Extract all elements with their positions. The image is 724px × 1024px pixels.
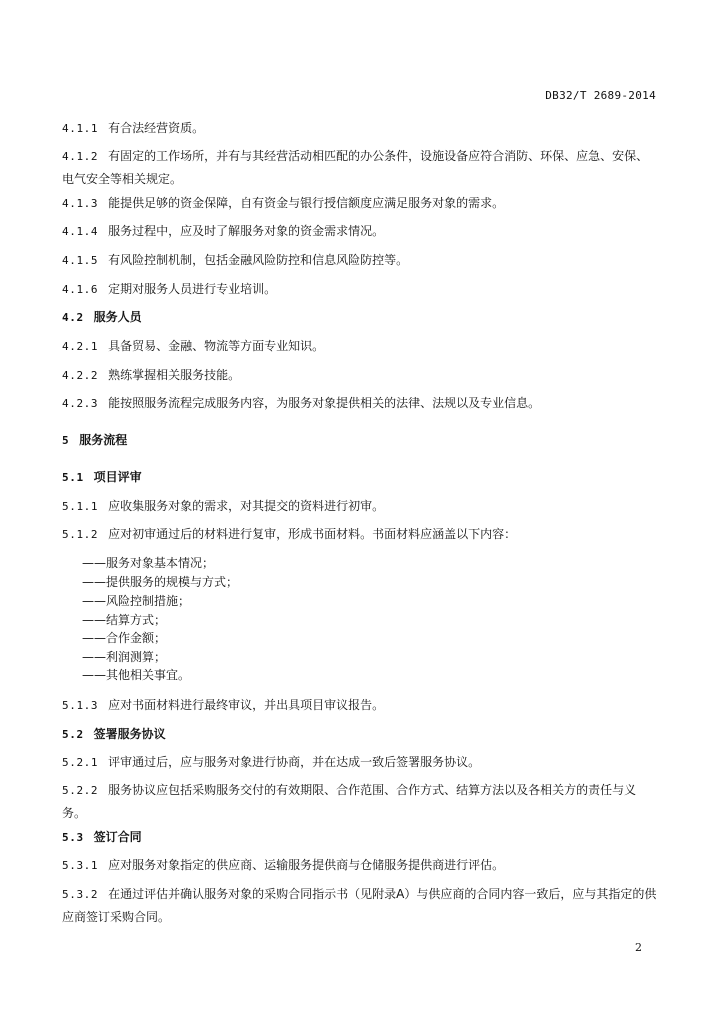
clause-number: 5.1.1	[62, 500, 99, 513]
list-item: ——利润测算；	[82, 650, 167, 664]
section-heading-5-2	[62, 723, 660, 746]
clause-number: 4.1.2	[62, 150, 99, 163]
list-item: ——其他相关事宜。	[82, 668, 191, 682]
clause-4-1-3	[62, 192, 660, 215]
clause-number: 5.2.1	[62, 756, 99, 769]
clause-text: 在通过评估并确认服务对象的采购合同指示书（见附录A）与供应商的合同内容一致后，应与其指定的供应商签订采购合同。	[62, 887, 657, 924]
clause-4-2-2	[62, 364, 660, 387]
list-item: ——提供服务的规模与方式；	[82, 575, 239, 589]
clause-number: 5.1.3	[62, 699, 99, 712]
clause-text: 服务过程中，应及时了解服务对象的资金需求情况。	[108, 224, 385, 238]
clause-text: 有风险控制机制，包括金融风险防控和信息风险防控等。	[108, 253, 409, 267]
clause-text: 应对初审通过后的材料进行复审，形成书面材料。书面材料应涵盖以下内容：	[108, 527, 517, 541]
clause-number: 4.2.1	[62, 340, 99, 353]
section-number: 5.2	[62, 728, 84, 741]
section-title: 签署服务协议	[93, 727, 166, 741]
clause-5-1-2	[62, 523, 660, 546]
section-heading-4-2	[62, 306, 660, 329]
clause-number: 4.1.6	[62, 283, 99, 296]
list-item: ——服务对象基本情况；	[82, 556, 215, 570]
clause-text: 能提供足够的资金保障，自有资金与银行授信额度应满足服务对象的需求。	[108, 196, 505, 210]
list-item: ——合作金额；	[82, 631, 167, 645]
clause-text: 有固定的工作场所，并有与其经营活动相匹配的办公条件，设施设备应符合消防、环保、应急、安保、电气安全等相关规定。	[62, 149, 649, 186]
clause-4-1-6	[62, 278, 660, 301]
section-heading-5-1	[62, 466, 660, 489]
clause-5-2-2	[62, 779, 660, 824]
clause-text: 应对书面材料进行最终审议，并出具项目审议报告。	[108, 698, 385, 712]
clause-5-2-1	[62, 751, 660, 774]
clause-number: 5.2.2	[62, 784, 99, 797]
section-title: 签订合同	[93, 830, 142, 844]
clause-4-1-1	[62, 117, 660, 140]
chapter-number: 5	[62, 434, 70, 447]
clause-text: 能按照服务流程完成服务内容，为服务对象提供相关的法律、法规以及专业信息。	[108, 396, 541, 410]
clause-number: 4.1.1	[62, 122, 99, 135]
clause-text: 定期对服务人员进行专业培训。	[108, 282, 277, 296]
page-number: 2	[635, 941, 642, 954]
section-title: 服务人员	[93, 310, 142, 324]
clause-4-2-3	[62, 392, 660, 415]
clause-text: 评审通过后，应与服务对象进行协商，并在达成一致后签署服务协议。	[108, 755, 481, 769]
clause-text: 应收集服务对象的需求，对其提交的资料进行初审。	[108, 499, 385, 513]
clause-number: 5.3.1	[62, 859, 99, 872]
clause-4-1-4	[62, 220, 660, 243]
clause-5-1-3	[62, 694, 660, 717]
clause-text: 熟练掌握相关服务技能。	[108, 368, 241, 382]
clause-text: 有合法经营资质。	[108, 121, 205, 135]
section-number: 5.1	[62, 471, 84, 484]
clause-number: 4.2.3	[62, 397, 99, 410]
clause-number: 4.2.2	[62, 369, 99, 382]
clause-4-1-5	[62, 249, 660, 272]
clause-5-3-1	[62, 854, 660, 877]
document-code: DB32/T 2689-2014	[545, 89, 656, 102]
section-number: 4.2	[62, 311, 84, 324]
clause-number: 4.1.3	[62, 197, 99, 210]
clause-4-2-1	[62, 335, 660, 358]
list-item: ——结算方式；	[82, 613, 167, 627]
clause-text: 服务协议应包括采购服务交付的有效期限、合作范围、合作方式、结算方法以及各相关方的责任与义务。	[62, 783, 637, 820]
clause-number: 5.1.2	[62, 528, 99, 541]
list-item: ——风险控制措施；	[82, 594, 191, 608]
clause-number: 4.1.4	[62, 225, 99, 238]
clause-4-1-2	[62, 145, 660, 190]
clause-text: 应对服务对象指定的供应商、运输服务提供商与仓储服务提供商进行评估。	[108, 858, 505, 872]
section-title: 项目评审	[93, 470, 142, 484]
chapter-title: 服务流程	[79, 433, 128, 447]
clause-text: 具备贸易、金融、物流等方面专业知识。	[108, 339, 325, 353]
section-number: 5.3	[62, 831, 84, 844]
section-heading-5-3	[62, 826, 660, 849]
chapter-heading-5	[62, 429, 660, 452]
clause-5-3-2	[62, 883, 660, 928]
clause-number: 5.3.2	[62, 888, 99, 901]
clause-number: 4.1.5	[62, 254, 99, 267]
clause-5-1-1	[62, 495, 660, 518]
